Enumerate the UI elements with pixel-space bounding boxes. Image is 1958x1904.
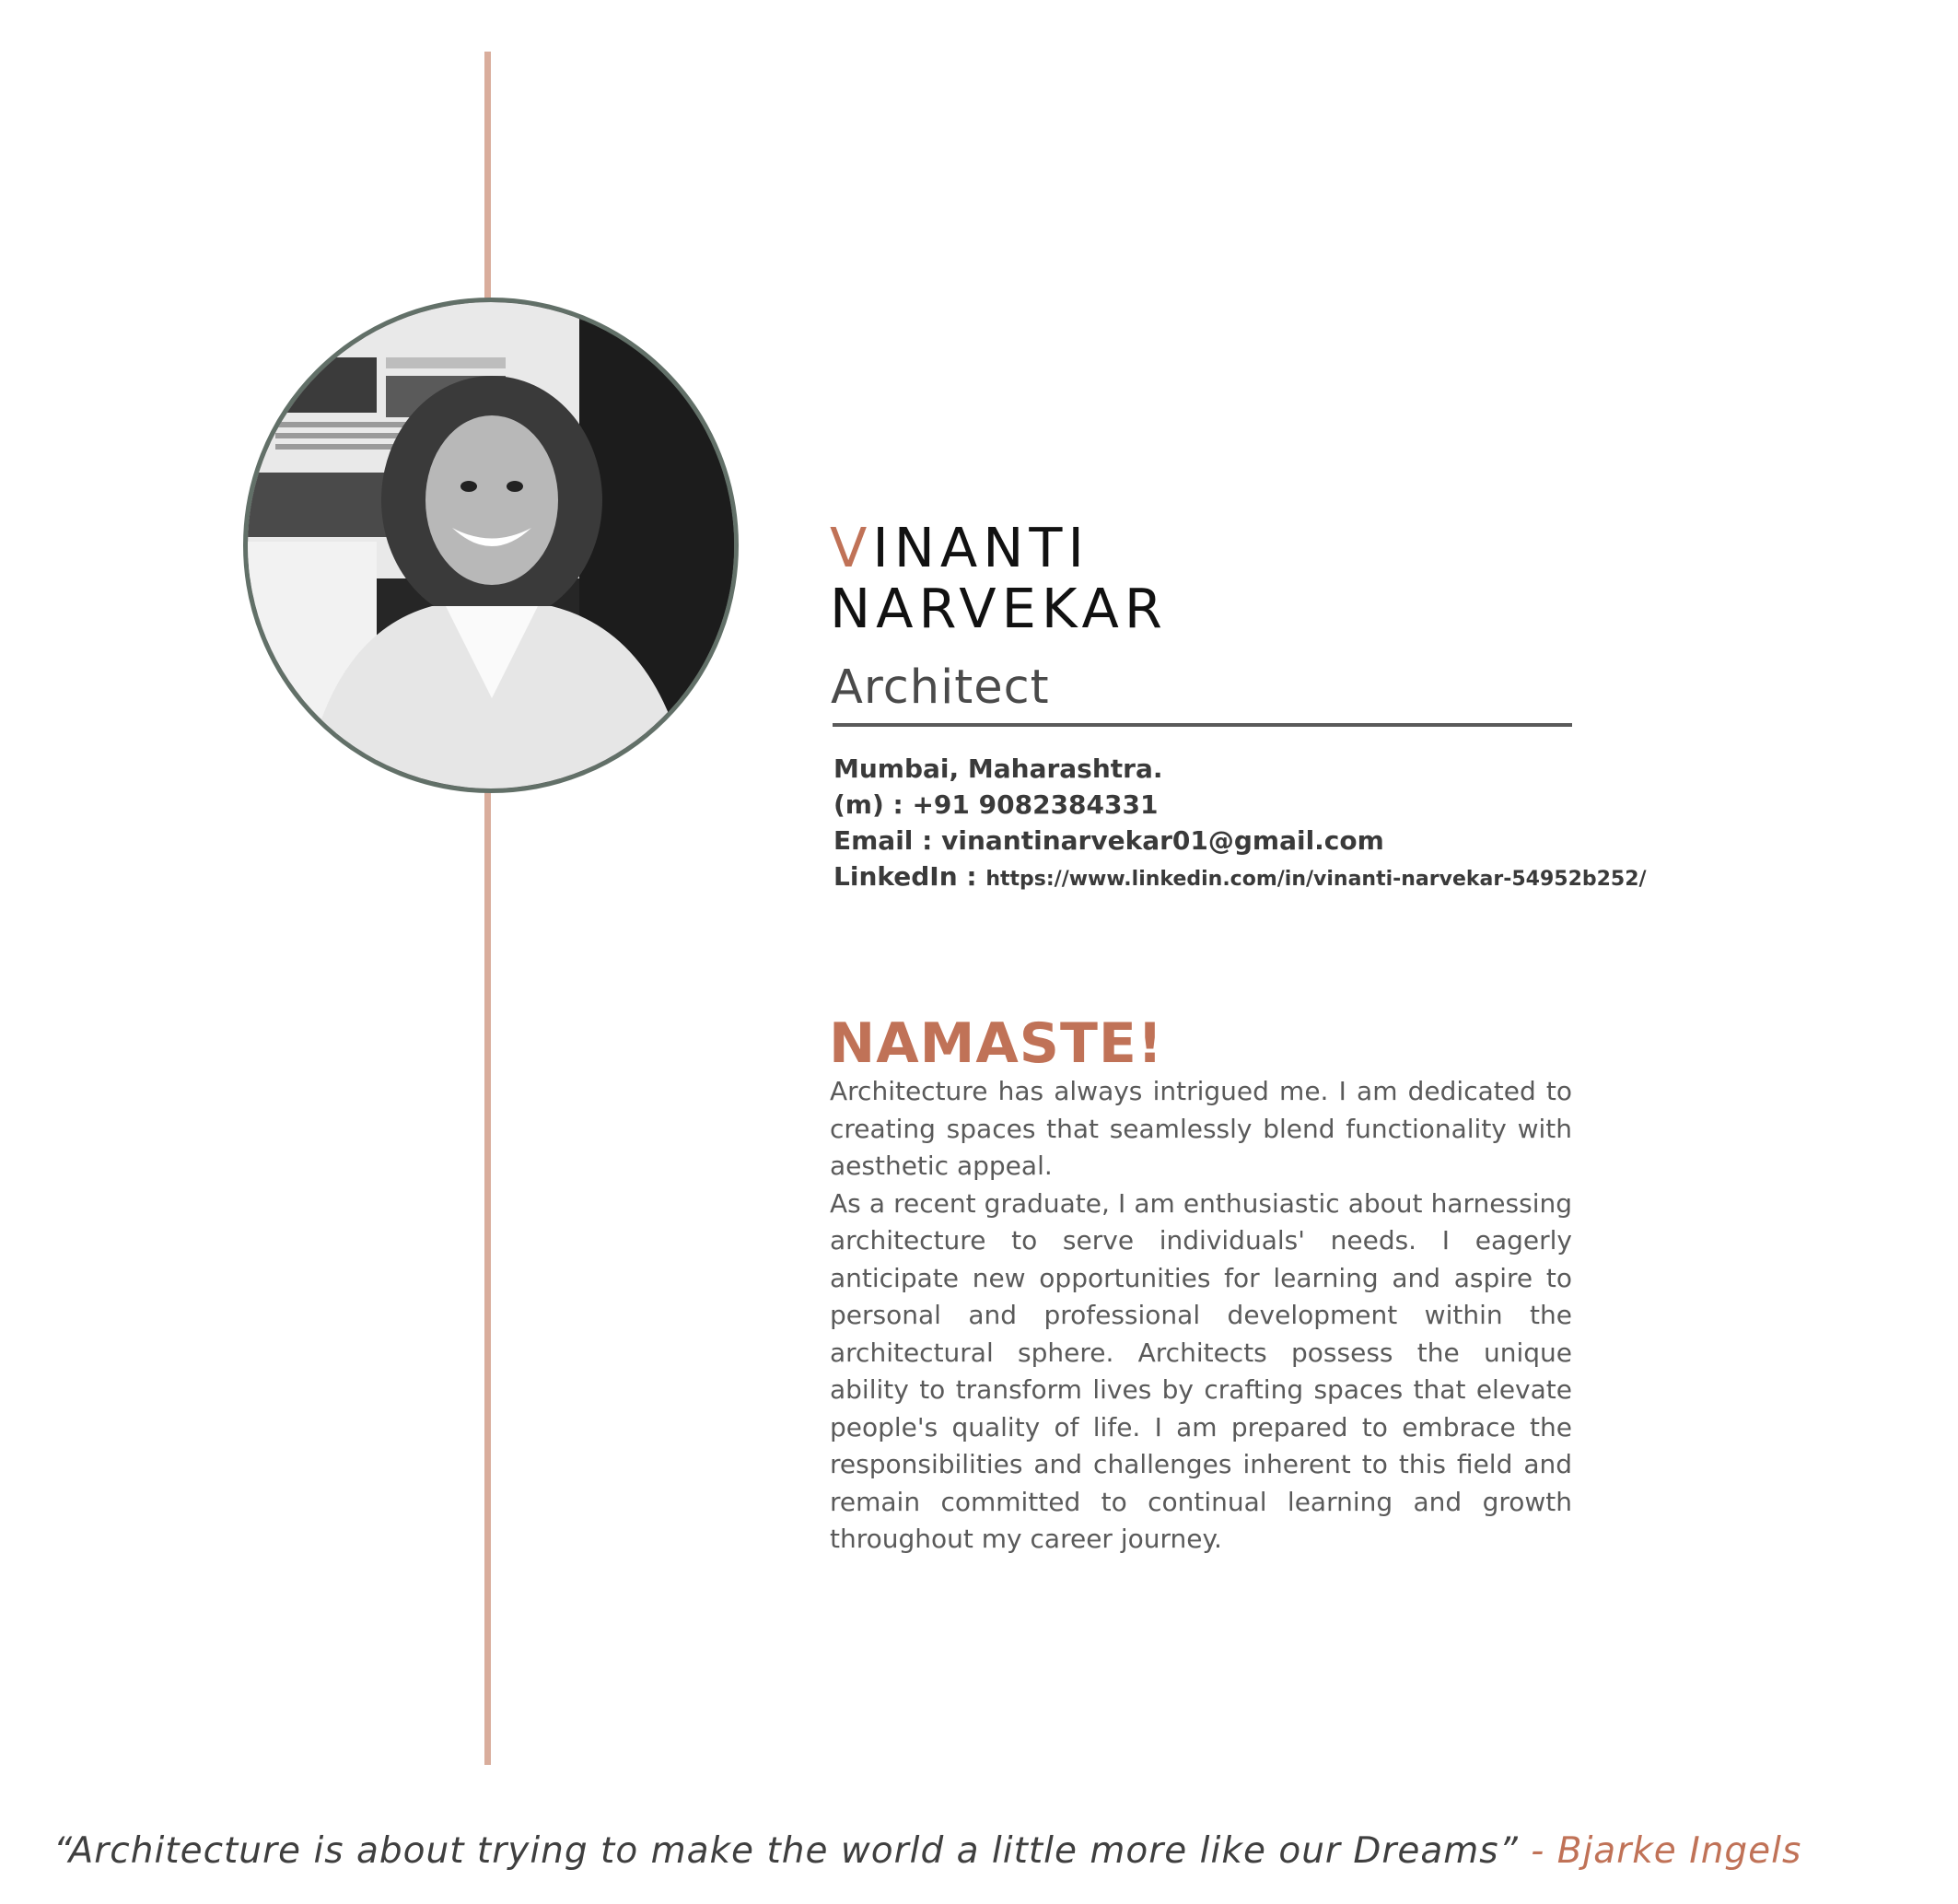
- quote-text: Architecture is about trying to make the world a little more like our Dreams: [68, 1830, 1499, 1872]
- phone-number: +91 9082384331: [912, 789, 1159, 820]
- about-paragraph-1: Architecture has always intrigued me. I am dedicated to creating spaces that seamlessly blend functionality with aesthetic appeal.: [830, 1076, 1572, 1181]
- phone-row: [833, 787, 1647, 823]
- quote-close-mark: ”: [1498, 1830, 1519, 1872]
- job-title: Architect: [831, 660, 1050, 715]
- phone-label: (m) :: [833, 789, 913, 820]
- email-label: Email :: [833, 825, 942, 856]
- linkedin-label: LinkedIn :: [833, 861, 986, 892]
- full-name: [830, 518, 1168, 639]
- first-name-initial: V: [830, 516, 873, 579]
- about-text: [830, 1073, 1572, 1559]
- quote-open-mark: “: [53, 1830, 69, 1872]
- linkedin-row: [833, 859, 1647, 897]
- first-name: [830, 518, 1168, 578]
- linkedin-url[interactable]: https://www.linkedin.com/in/vinanti-narvekar-54952b252/: [985, 868, 1647, 891]
- profile-photo-illustration: [248, 302, 734, 788]
- email-address[interactable]: vinantinarvekar01@gmail.com: [941, 825, 1384, 856]
- last-name: NARVEKAR: [830, 577, 1168, 640]
- footer-quote: [53, 1828, 1801, 1875]
- quote-author: Bjarke Ingels: [1556, 1830, 1802, 1872]
- greeting-heading: NAMASTE!: [829, 1011, 1164, 1076]
- about-paragraph-2: As a recent graduate, I am enthusiastic about harnessing architecture to serve individuals' needs. I eagerly anticipate new opportunities for learning and aspire to personal and professional development within the architectural sphere. Architects possess the unique ability to transform lives by crafting spaces that elevate people's quality of life. I am prepared to embrace the responsibilities and challenges inherent to this field and remain committed to continual learning and growth throughout my career journey.: [830, 1187, 1572, 1554]
- contact-details: [833, 751, 1647, 897]
- quote-separator: -: [1518, 1830, 1557, 1872]
- location-text: Mumbai, Maharashtra.: [833, 753, 1163, 784]
- email-row: [833, 823, 1647, 859]
- profile-photo: [243, 298, 739, 793]
- title-underline: [833, 723, 1572, 727]
- first-name-rest: INANTI: [872, 516, 1090, 579]
